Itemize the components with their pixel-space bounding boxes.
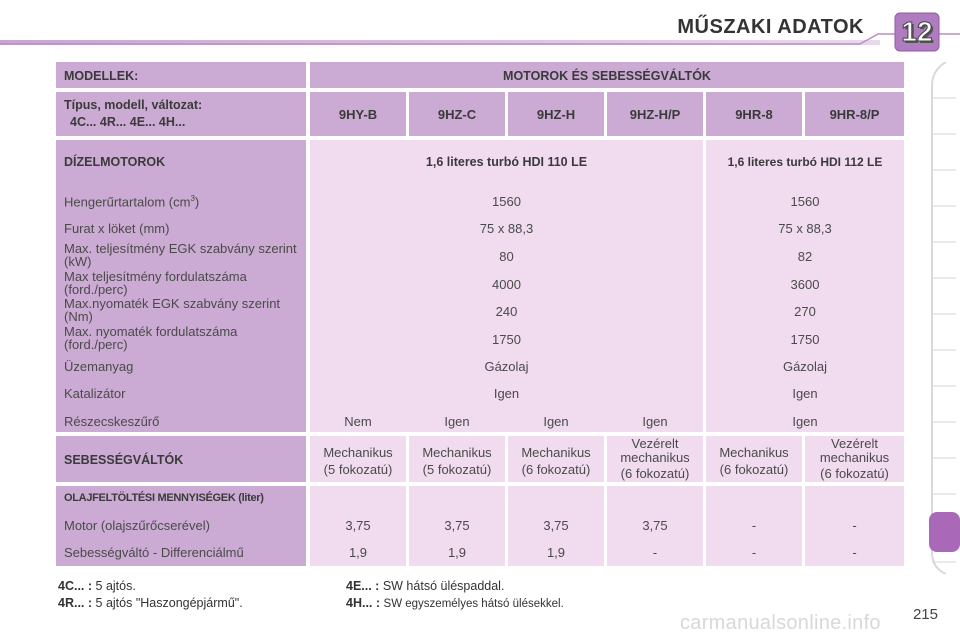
engine-b-title: 1,6 literes turbó HDI 112 LE (727, 155, 883, 169)
spec-value-a: 4000 (492, 277, 521, 292)
spec-label: Furat x löket (mm) (64, 221, 170, 236)
footnotes-right (346, 578, 564, 613)
page-title: MŰSZAKI ADATOK (677, 16, 864, 38)
spec-value-a: 1560 (492, 194, 521, 209)
spec-value-a: Igen (493, 386, 520, 401)
footnote-text: SW egyszemélyes hátsó ülésekkel. (383, 598, 564, 610)
gearbox-value: Mechanikus (5 fokozatú) (323, 445, 393, 477)
footnote-text: 5 ajtós "Haszongépjármű". (95, 596, 243, 610)
spec-value-a: 240 (495, 304, 518, 319)
gearbox-label: SEBESSÉGVÁLTÓK (64, 453, 184, 467)
spec-value-b: 1750 (790, 332, 820, 347)
code-9hz-c: 9HZ-C (437, 107, 477, 122)
spec-value-a: 75 x 88,3 (479, 221, 534, 236)
gearbox-value: Vezérelt mechanikus (6 fokozatú) (819, 436, 890, 481)
oil-value: - (751, 545, 757, 560)
spec-value-b: 82 (797, 249, 813, 264)
spec-label: Max. teljesítmény EGK szabvány szerint (kW) (64, 241, 297, 269)
oil-value: - (852, 545, 857, 560)
filter-value: Igen (444, 414, 470, 429)
filter-value: Igen (792, 414, 818, 429)
footnote-key: 4H... : (346, 596, 381, 610)
code-9hz-h: 9HZ-H (536, 107, 576, 122)
diesel-label: DÍZELMOTOROK (64, 155, 166, 169)
oil-value: 3,75 (444, 518, 470, 533)
engine-a-title: 1,6 literes turbó HDI 110 LE (425, 155, 588, 169)
code-9hy-b: 9HY-B (338, 107, 378, 122)
spec-label: Max.nyomaték EGK szabvány szerint (Nm) (64, 296, 281, 324)
filter-value: Nem (344, 414, 372, 429)
code-9hr-8: 9HR-8 (735, 107, 773, 122)
code-9hr-8-p: 9HR-8/P (829, 107, 880, 122)
code-9hz-h-p: 9HZ-H/P (629, 107, 681, 122)
oil-row-label: Motor (olajszűrőcserével) (64, 518, 210, 533)
spec-value-b: 3600 (790, 277, 820, 292)
spec-value-b: Igen (792, 386, 818, 401)
spec-value-a: 1750 (492, 332, 521, 347)
oil-value: 1,9 (447, 545, 467, 560)
filter-value: Igen (642, 414, 668, 429)
footnote-key: 4E... : (346, 579, 380, 593)
oil-label: OLAJFELTÖLTÉSI MENNYISÉGEK (liter) (64, 492, 264, 504)
spec-value-b: 75 x 88,3 (778, 221, 832, 236)
spec-label: Hengerűrtartalom $(cm^3)$ (64, 194, 200, 210)
watermark: carmanualsonline.info (680, 612, 881, 634)
spec-value-b: 1560 (790, 194, 820, 209)
footnote-text: SW hátsó üléspaddal. (382, 579, 505, 593)
oil-value: - (652, 545, 658, 560)
spec-value-b: Gázolaj (782, 359, 828, 374)
spec-label: Max teljesítmény fordulatszáma (ford./perc) (64, 269, 247, 297)
oil-value: - (751, 518, 757, 533)
gearbox-value: Mechanikus (6 fokozatú) (521, 445, 591, 477)
type-variants: 4C... 4R... 4E... 4H... (70, 115, 186, 129)
oil-value: 3,75 (345, 518, 371, 533)
gearbox-value: Mechanikus (5 fokozatú) (422, 445, 492, 477)
page-number: 215 (912, 606, 938, 623)
spec-label: Üzemanyag (64, 359, 134, 374)
type-label: Típus, modell, változat: (64, 98, 203, 112)
oil-value: 1,9 (546, 545, 566, 560)
gearbox-value: Vezérelt mechanikus (6 fokozatú) (620, 436, 690, 481)
filter-label: Részecskeszűrő (64, 414, 160, 429)
footnotes-left (58, 578, 243, 612)
footnote-key: 4R... : (58, 596, 93, 610)
spec-value-a: Gázolaj (484, 359, 529, 374)
spec-label: Katalizátor (64, 386, 126, 401)
gearbox-value: Mechanikus (6 fokozatú) (719, 445, 789, 477)
engines-label: MOTOROK ÉS SEBESSÉGVÁLTÓK (503, 69, 711, 83)
chapter-number: 12 (901, 16, 933, 47)
oil-value: 1,9 (348, 545, 368, 560)
spec-value-a: 80 (499, 249, 514, 264)
oil-value: 3,75 (543, 518, 569, 533)
spec-label: Max. nyomaték fordulatszáma (ford./perc) (64, 324, 238, 352)
spec-value-b: 270 (794, 304, 816, 319)
chapter-tabs (926, 62, 960, 574)
footnote-key: 4C... : (58, 579, 93, 593)
footnote-text: 5 ajtós. (95, 579, 136, 593)
models-label: MODELLEK: (64, 69, 139, 83)
filter-value: Igen (543, 414, 569, 429)
oil-row-label: Sebességváltó - Differenciálmű (64, 545, 244, 560)
oil-value: - (852, 518, 857, 533)
oil-value: 3,75 (642, 518, 668, 533)
